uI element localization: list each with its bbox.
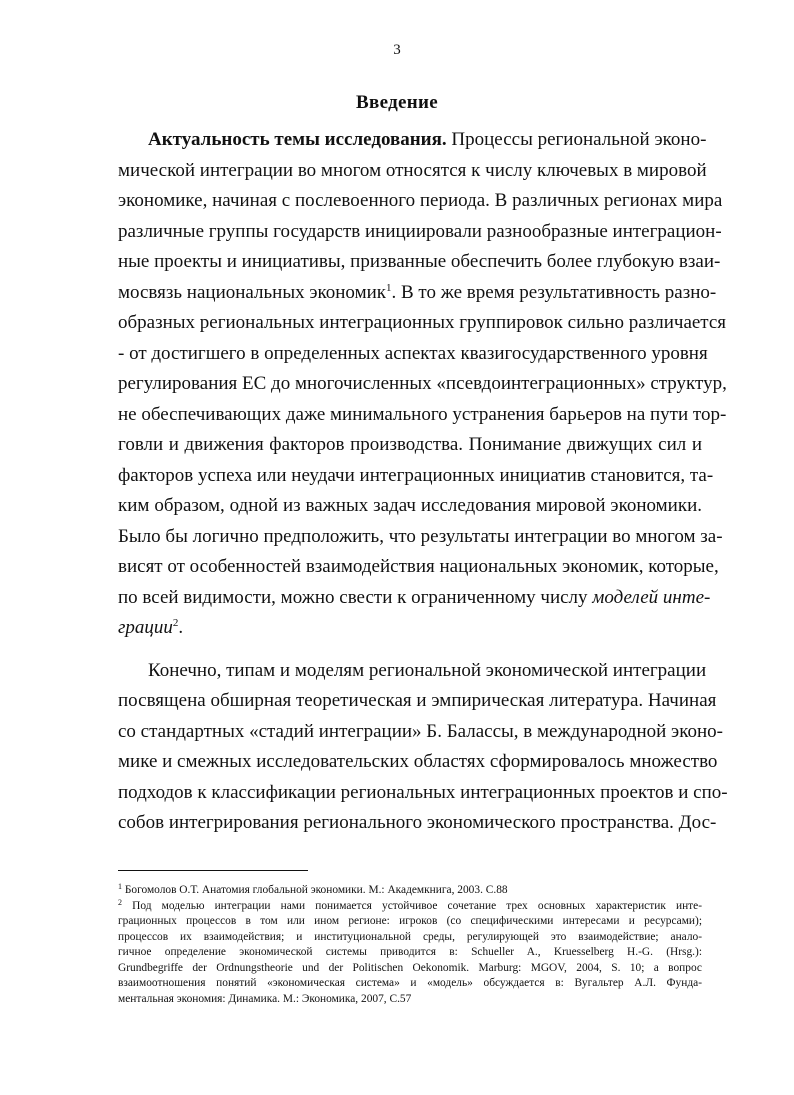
text-line: - от достигшего в определенных аспектах квазигосударственного уровня <box>118 342 708 364</box>
text-line: Актуальность темы исследования. Процессы региональной эконо- <box>148 129 707 150</box>
footnote-ref-1: 1 <box>386 281 392 294</box>
text-line: образных региональных интеграционных группировок сильно различается <box>118 312 727 333</box>
text-line: посвящена обширная теоретическая и эмпирическая литература. Начиная <box>118 690 717 711</box>
page-number: 3 <box>393 42 401 58</box>
footnotes <box>118 883 702 1007</box>
footnote-line: взаимоотношения понятий «экономическая система» и «модель» обсуждается в: Вугальтер А.Л. Фунда- <box>118 977 702 989</box>
text-line: мической интеграции во многом относятся к числу ключевых в мировой <box>118 159 707 181</box>
text-line: Было бы логично предположить, что результаты интеграции во многом за- <box>118 525 723 547</box>
text-line: не обеспечивающих даже минимального устранения барьеров на пути тор- <box>118 403 727 425</box>
text-line: экономике, начиная с послевоенного периода. В различных регионах мира <box>118 190 723 211</box>
footnote-line: процессов их взаимодействия; и институциональной среды, регулирующей это взаимодействие; анало- <box>118 930 702 943</box>
text-line: регулирования ЕС до многочисленных «псевдоинтеграционных» структур, <box>118 373 727 394</box>
footnote-1: $^1$ Богомолов О.Т. Анатомия глобальной экономики. М.: Академкнига, 2003. С.88 <box>118 882 508 896</box>
footnote-ref-2: 2 <box>172 617 179 629</box>
text-line: по всей видимости, можно свести к ограниченному числу моделей инте- <box>118 586 711 608</box>
emphasis: моделей инте- <box>592 586 711 608</box>
text-line: грации$^2$. <box>118 617 184 638</box>
text-line: ким образом, одной из важных задач исследования мировой экономики. <box>118 495 702 516</box>
footnote-line: гичное определение экономической системы приводится в: Schueller A., Kruesselberg H.-G. (Hrsg.): <box>118 946 702 958</box>
text-line: факторов успеха или неудачи интеграционных инициатив становится, та- <box>118 464 714 486</box>
footnote-line: ментальная экономия: Динамика. М.: Экономика, 2007, С.57 <box>118 992 412 1005</box>
text-line: со стандартных «стадий интеграции» Б. Балассы, в международной эконо- <box>118 720 723 742</box>
text-line: Конечно, типам и моделям региональной экономической интеграции <box>148 659 707 681</box>
page-title: Введение <box>356 92 438 113</box>
footnote-mark: 2 <box>118 897 122 907</box>
text-line: мике и смежных исследовательских областях сформировалось множество <box>118 751 718 772</box>
emphasis: грации <box>118 617 173 638</box>
footnote-mark: 1 <box>118 882 122 891</box>
text-line: говли и движения факторов производства. Понимание движущих сил и <box>118 434 702 455</box>
footnote-line: Grundbegriffe der Ordnungstheorie und der Politischen Oekonomik. Marburg: MGOV, 2004, S. 10; а вопрос <box>118 961 702 974</box>
paragraph-gap <box>118 644 702 656</box>
text-line: мосвязь национальных экономик$^1$. В то же время результативность разно- <box>118 281 717 303</box>
text-line: ные проекты и инициативы, призванные обеспечить более глубокую взаи- <box>118 251 721 272</box>
text-line: различные группы государств инициировали разнообразные интеграцион- <box>118 220 722 242</box>
footnote-separator <box>118 870 308 871</box>
text-line: собов интегрирования регионального экономического пространства. Дос- <box>118 812 717 833</box>
footnote-2: $^2$ Под моделью интеграции нами понимается устойчивое сочетание трех основных характеристик инте- <box>118 897 702 912</box>
text-line: подходов к классификации региональных интеграционных проектов и спо- <box>118 781 728 803</box>
lead-phrase: Актуальность темы исследования. <box>148 129 447 150</box>
main-text <box>118 125 728 839</box>
footnote-line: грационных процессов в том или ином регионе: игроков (со специфическими интересами и ресурсами); <box>118 915 702 927</box>
text-line: висят от особенностей взаимодействия национальных экономик, которые, <box>118 556 719 577</box>
